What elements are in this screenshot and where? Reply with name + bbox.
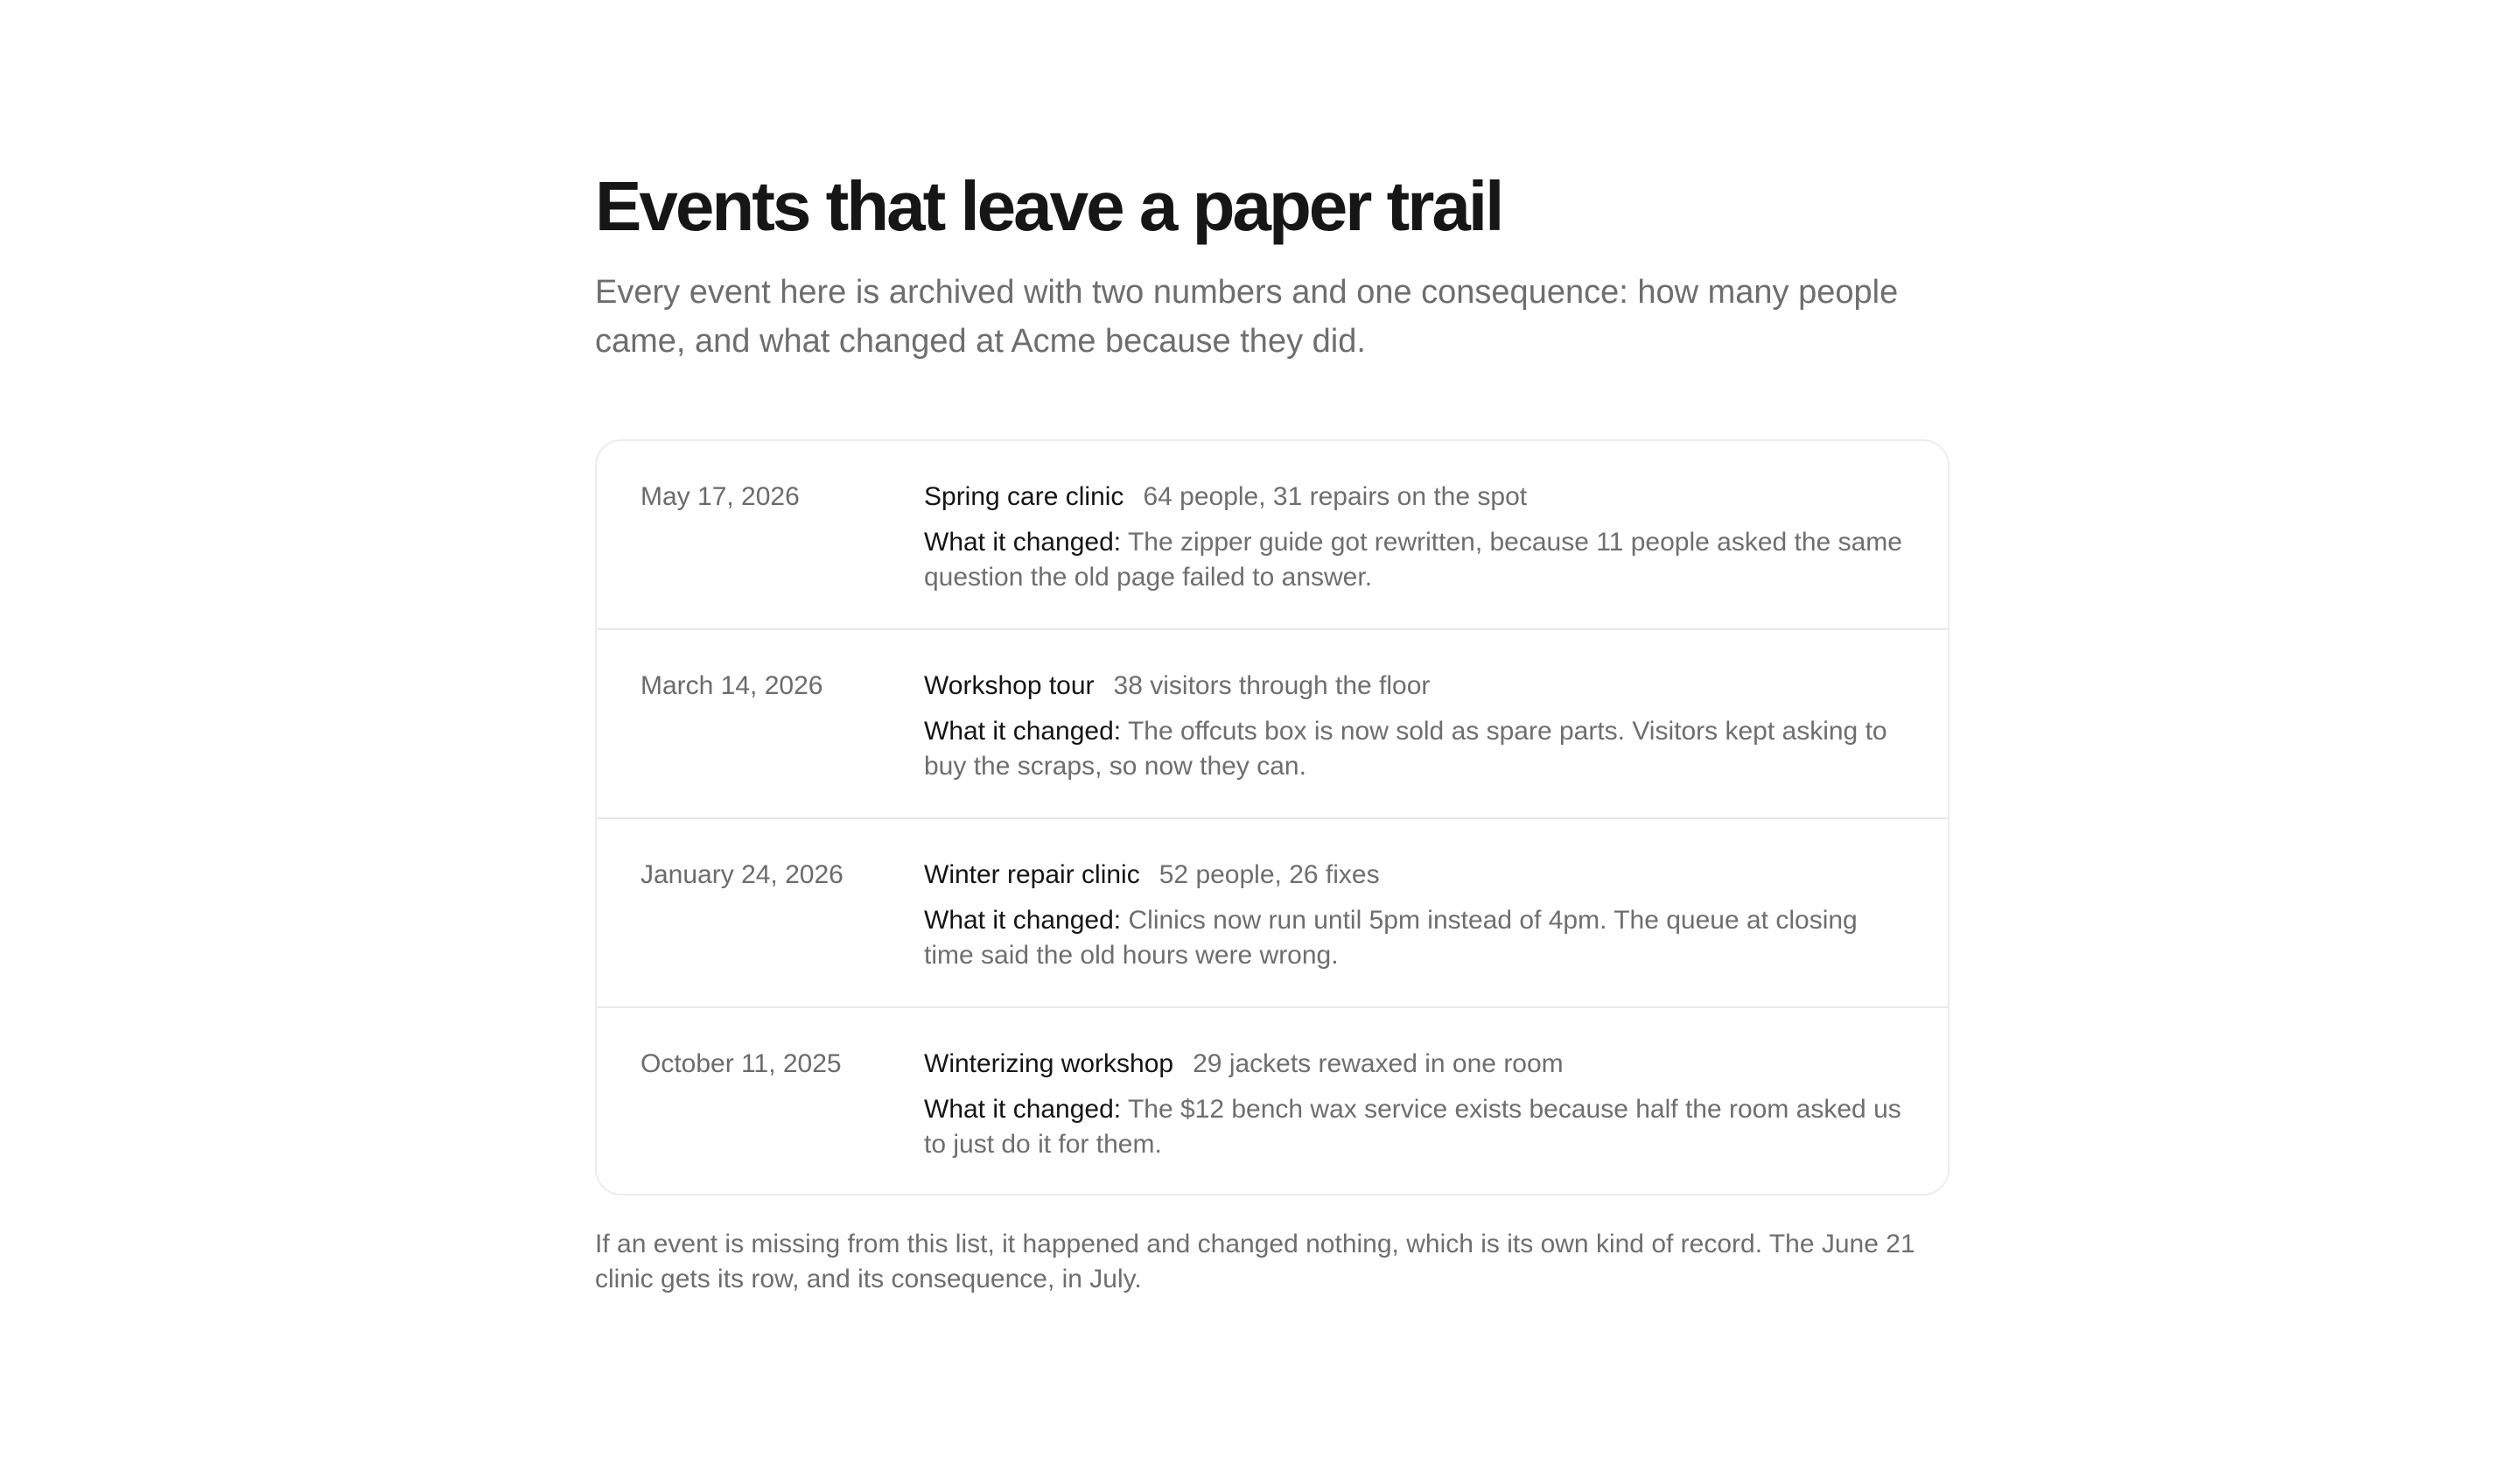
event-consequence <box>924 1092 1913 1162</box>
event-consequence <box>924 714 1913 784</box>
consequence-label: What it changed: <box>924 1095 1122 1124</box>
event-name: Spring care clinic <box>924 482 1124 511</box>
event-consequence <box>924 525 1913 595</box>
event-row <box>597 819 1948 1008</box>
event-row <box>597 630 1948 819</box>
event-details <box>924 1047 1913 1162</box>
event-date: January 24, 2026 <box>640 860 844 889</box>
event-row <box>597 1008 1948 1195</box>
consequence-text: Clinics now run until 5pm instead of 4pm. The queue at closing time said the old hours were wrong. <box>924 906 1858 970</box>
event-headline <box>924 1047 1913 1082</box>
event-name: Winterizing workshop <box>924 1049 1174 1078</box>
event-headline <box>924 858 1913 893</box>
consequence-text: The offcuts box is now sold as spare parts. Visitors kept asking to buy the scraps, so now they can. <box>924 717 1887 781</box>
consequence-text: The zipper guide got rewritten, because 11 people asked the same question the old page failed to answer. <box>924 528 1902 592</box>
events-list <box>595 439 1950 1195</box>
event-headline <box>924 480 1913 515</box>
consequence-label: What it changed: <box>924 528 1122 557</box>
event-name: Workshop tour <box>924 671 1095 700</box>
event-details <box>924 480 1913 595</box>
event-date: May 17, 2026 <box>640 482 800 511</box>
event-stat: 64 people, 31 repairs on the spot <box>1143 482 1528 511</box>
page-subtitle: Every event here is archived with two numbers and one consequence: how many people came, and what changed at Acme because they did. <box>595 274 1899 360</box>
event-stat: 29 jackets rewaxed in one room <box>1193 1049 1564 1078</box>
event-details <box>924 858 1913 973</box>
event-date: October 11, 2025 <box>640 1049 842 1078</box>
event-stat: 52 people, 26 fixes <box>1158 860 1380 889</box>
event-consequence <box>924 903 1913 973</box>
event-details <box>924 669 1913 784</box>
event-name: Winter repair clinic <box>924 860 1140 889</box>
footnote: If an event is missing from this list, it happened and changed nothing, which is its own kind of record. The June 21 clinic gets its row, and its consequence, in July. <box>595 1230 1915 1293</box>
event-date: March 14, 2026 <box>640 671 823 700</box>
page-title: Events that leave a paper trail <box>595 167 1502 245</box>
event-headline <box>924 669 1913 704</box>
event-row <box>597 441 1948 630</box>
consequence-text: The $12 bench wax service exists because half the room asked us to just do it for them. <box>924 1095 1901 1159</box>
consequence-label: What it changed: <box>924 717 1122 746</box>
consequence-label: What it changed: <box>924 906 1122 935</box>
event-stat: 38 visitors through the floor <box>1113 671 1431 700</box>
